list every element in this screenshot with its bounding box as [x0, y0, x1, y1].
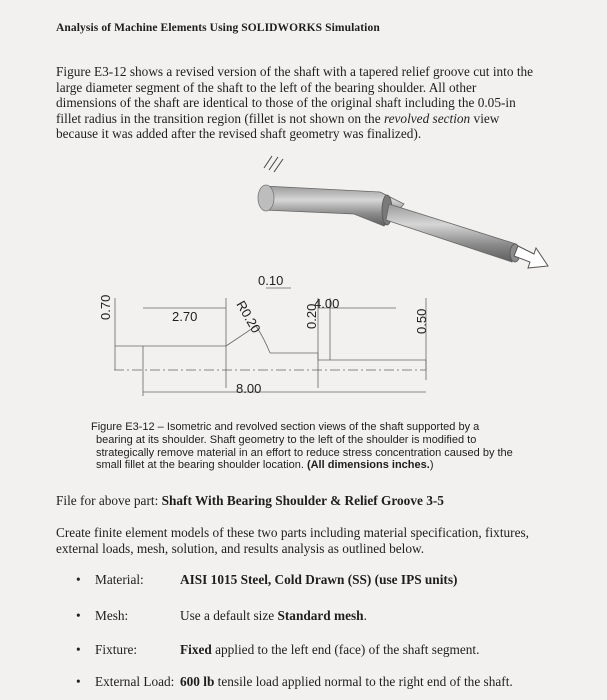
- intro-line: Figure E3-12 shows a revised version of the shaft with a tapered relief groove cut into the: [56, 64, 534, 79]
- intro-line: dimensions of the shaft are identical to those of the original shaft including the 0.05-in: [56, 95, 516, 111]
- revolved-section: [114, 288, 426, 396]
- fixture-hatch: [264, 156, 272, 168]
- small-segment: [386, 204, 516, 262]
- italic-term: revolved section: [383, 110, 471, 126]
- spec-value: Use a default size Standard mesh.: [180, 608, 367, 623]
- spec-value: AISI 1015 Steel, Cold Drawn (SS) (use IPS units): [180, 572, 458, 587]
- bullet-icon: •: [76, 572, 81, 587]
- dim-070: 0.70: [98, 294, 113, 320]
- caption-line: small fillet at the bearing shoulder location. (All dimensions inches.): [96, 459, 434, 472]
- dim-020: 0.20: [304, 303, 319, 329]
- para-line: external loads, mesh, solution, and results analysis as outlined below.: [56, 540, 425, 556]
- dim-800: 8.00: [236, 381, 262, 396]
- page-header: Analysis of Machine Elements Using SOLIDWORKS Simulation: [56, 22, 380, 34]
- para-line: Create finite element models of these two parts including material specification, fixtures,: [56, 525, 529, 540]
- file-reference: File for above part: Shaft With Bearing Shoulder & Relief Groove 3-5: [56, 493, 444, 508]
- shaft-figure: [86, 148, 556, 408]
- bullet-icon: •: [76, 674, 81, 689]
- intro-line: large diameter segment of the shaft to the left of the bearing shoulder. All other: [56, 79, 477, 95]
- spec-label: Material:: [95, 572, 144, 587]
- bullet-icon: •: [76, 642, 81, 657]
- caption-line: strategically remove material in an effort to reduce stress concentration caused by the: [96, 446, 513, 459]
- isometric-shaft: [258, 156, 548, 268]
- caption-line: Figure E3-12 – Isometric and revolved section views of the shaft supported by a: [91, 421, 480, 433]
- dim-010: 0.10: [258, 273, 284, 288]
- dim-270: 2.70: [172, 309, 198, 324]
- bullet-icon: •: [76, 608, 81, 623]
- caption-units-note: (All dimensions inches.: [306, 459, 430, 472]
- intro-paragraph: [56, 64, 561, 142]
- instructions-paragraph: [56, 525, 566, 556]
- intro-line: because it was added after the revised shaft geometry was finalized).: [56, 126, 422, 142]
- spec-value: Fixed applied to the left end (face) of the shaft segment.: [180, 642, 480, 657]
- file-name: Shaft With Bearing Shoulder & Relief Groove 3-5: [161, 493, 444, 508]
- dim-050: 0.50: [414, 308, 429, 334]
- caption-line: bearing at its shoulder. Shaft geometry to the left of the shoulder is modified to: [96, 433, 477, 446]
- dim-r020: R0.20: [233, 298, 264, 336]
- figure-caption: [91, 421, 551, 472]
- spec-label: Mesh:: [95, 608, 129, 623]
- dim-400: 4.00: [314, 296, 340, 311]
- spec-label: External Load:: [95, 674, 175, 689]
- shaft-end-face: [258, 185, 274, 211]
- spec-value: 600 lb tensile load applied normal to the right end of the shaft.: [180, 674, 513, 689]
- spec-label: Fixture:: [95, 642, 138, 657]
- figure-e3-12: [86, 148, 556, 408]
- load-arrow-icon: [514, 246, 548, 268]
- intro-line: fillet radius in the transition region (fillet is not shown on the revolved section view: [56, 110, 500, 126]
